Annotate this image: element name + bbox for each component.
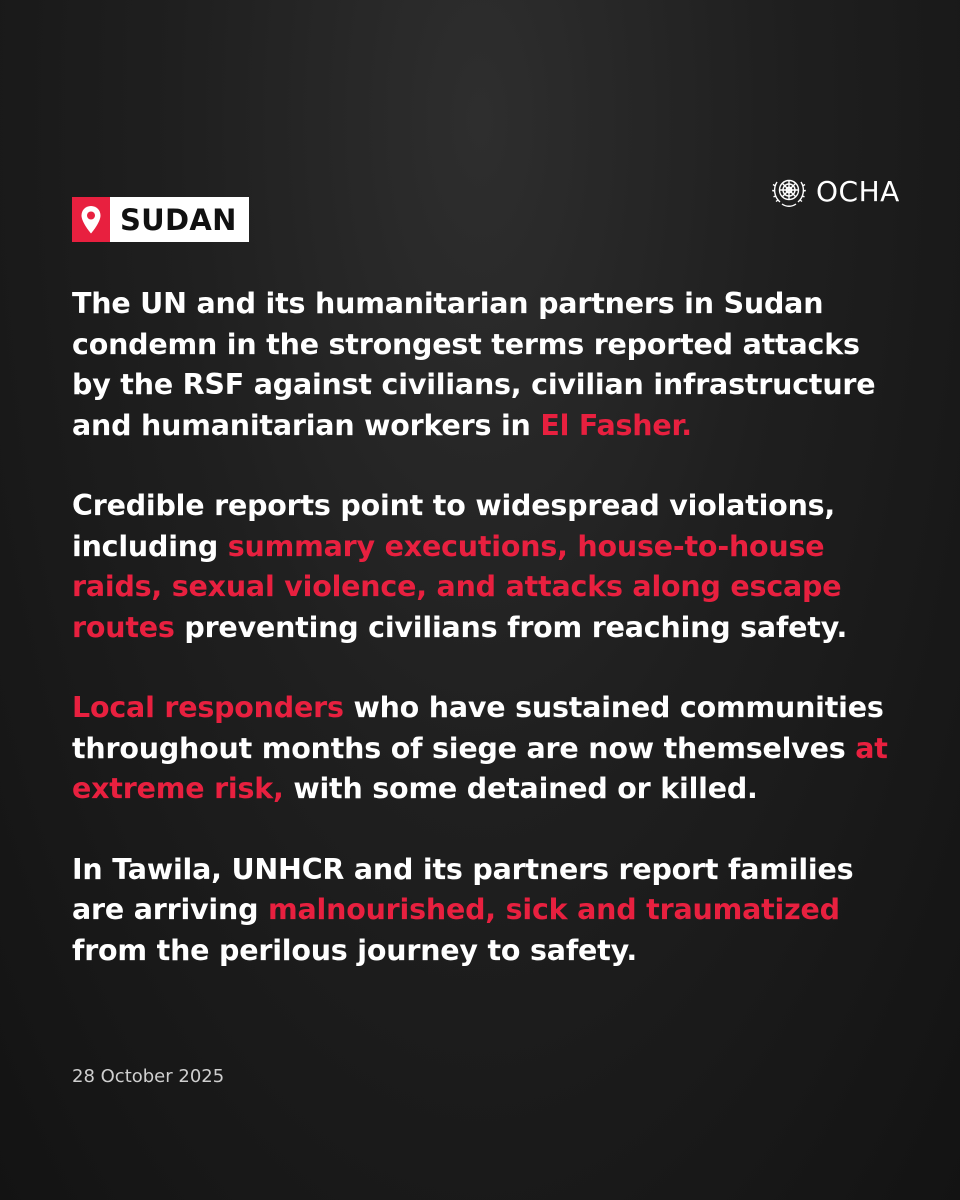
location-tag <box>72 197 249 242</box>
text-segment: Credible reports point to widespread violations, including <box>72 489 836 563</box>
logo-text: OCHA <box>816 174 900 208</box>
highlight-segment: Local responders <box>72 691 344 724</box>
text-segment: with some detained or killed. <box>283 772 758 805</box>
un-emblem-icon <box>770 172 808 210</box>
highlight-segment: at extreme risk, <box>72 731 888 805</box>
highlight-segment: summary executions, house-to-house raids, sexual violence, and attacks along escape routes <box>72 529 842 644</box>
text-segment: from the perilous journey to safety. <box>72 933 637 967</box>
text-segment: who have sustained communities throughout months of siege are now themselves <box>72 691 884 765</box>
highlight-segment: malnourished, sick and traumatized <box>268 893 840 926</box>
tag-label: SUDAN <box>110 197 249 242</box>
ocha-logo <box>770 172 900 210</box>
text-segment: In Tawila, UNHCR and its partners report families are arriving <box>72 852 854 926</box>
paragraph-3 <box>72 688 902 810</box>
highlight-segment: El Fasher. <box>540 408 692 442</box>
paragraph-1 <box>72 284 902 446</box>
paragraph-4 <box>72 850 902 972</box>
text-segment: preventing civilians from reaching safety. <box>174 610 848 644</box>
publish-date: 28 October 2025 <box>72 1066 225 1087</box>
statement-body <box>72 284 902 1011</box>
location-pin-icon <box>72 197 110 242</box>
paragraph-2 <box>72 486 902 648</box>
text-segment: The UN and its humanitarian partners in Sudan condemn in the strongest terms reported attacks by the RSF against civilians, civilian infrastructure and humanitarian workers in <box>72 287 876 442</box>
